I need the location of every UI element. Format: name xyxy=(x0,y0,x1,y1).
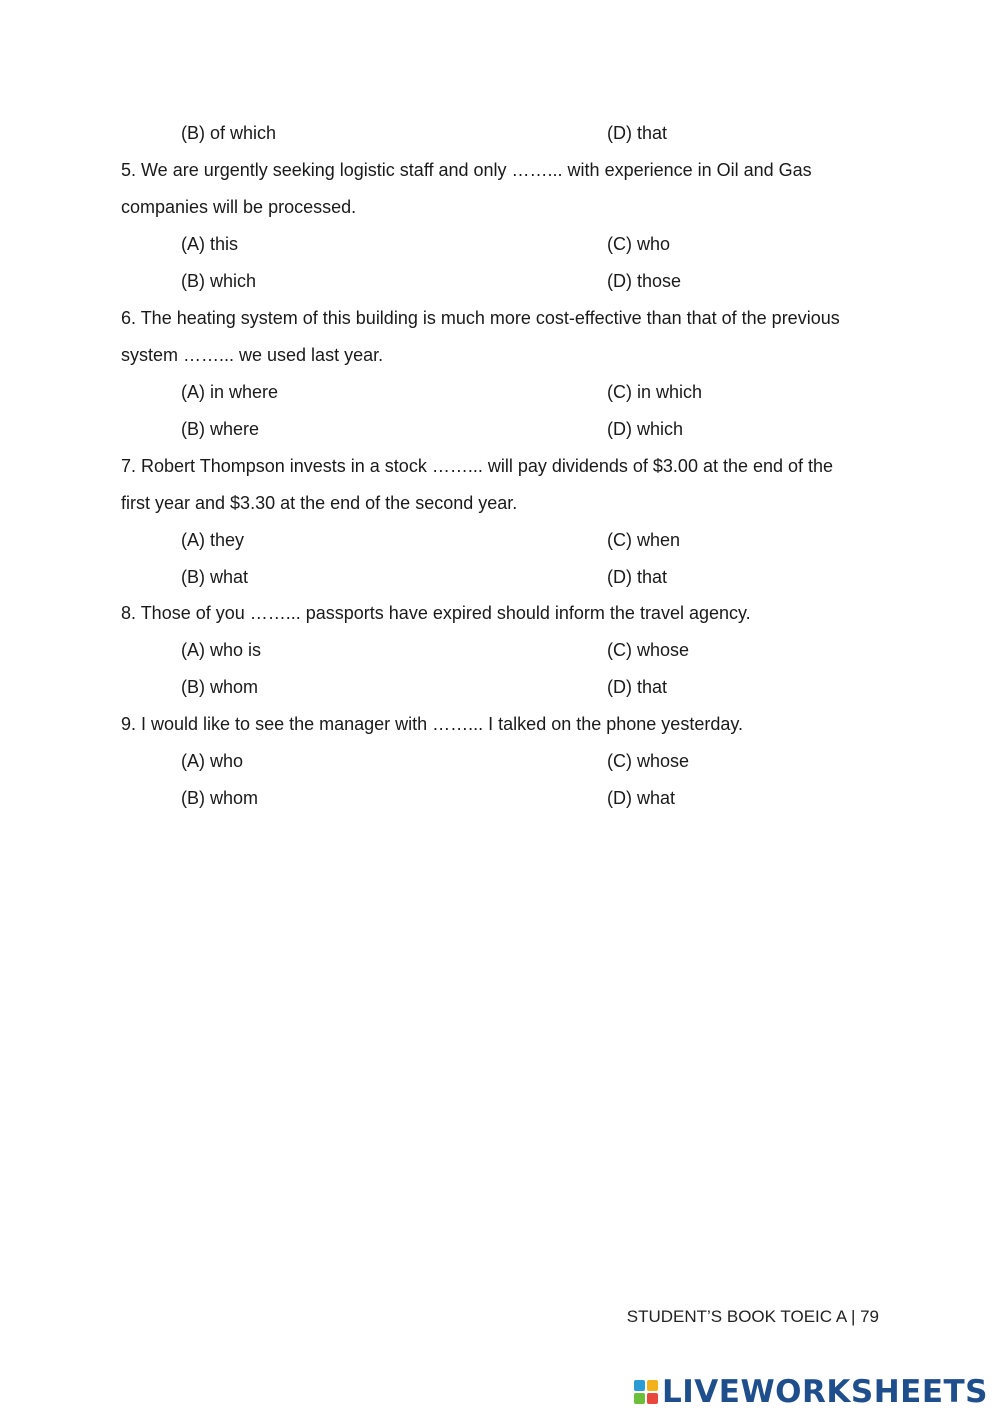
q4-option-b[interactable]: (B) of which xyxy=(181,123,277,143)
q5-option-b[interactable]: (B) which xyxy=(181,271,257,291)
q8-option-c[interactable]: (C) whose xyxy=(607,640,690,660)
logo-square-3 xyxy=(634,1393,645,1404)
q8-option-d[interactable]: (D) that xyxy=(607,677,668,697)
q6-question-line1: 6. The heating system of this building is much more cost-effective than that of the previous xyxy=(121,308,840,328)
q6-option-c[interactable]: (C) in which xyxy=(607,382,703,402)
q7-option-d[interactable]: (D) that xyxy=(607,567,668,587)
q8-option-a[interactable]: (A) who is xyxy=(181,640,262,660)
q9-option-b[interactable]: (B) whom xyxy=(181,788,259,808)
q7-option-a[interactable]: (A) they xyxy=(181,530,245,550)
q5-option-a[interactable]: (A) this xyxy=(181,234,239,254)
q5-question-line1: 5. We are urgently seeking logistic staff and only ……... with experience in Oil and Gas xyxy=(121,160,812,180)
q9-option-d[interactable]: (D) what xyxy=(607,788,676,808)
q4-option-d[interactable]: (D) that xyxy=(607,123,668,143)
q7-question-line2: first year and $3.30 at the end of the second year. xyxy=(121,493,518,513)
liveworksheets-logo xyxy=(634,1372,988,1412)
logo-grid-icon xyxy=(634,1380,658,1404)
logo-square-2 xyxy=(647,1380,658,1391)
logo-text: LIVEWORKSHEETS xyxy=(662,1374,988,1410)
q6-question-line2: system ……... we used last year. xyxy=(121,345,384,365)
q8-option-b[interactable]: (B) whom xyxy=(181,677,259,697)
q5-option-d[interactable]: (D) those xyxy=(607,271,682,291)
logo-square-4 xyxy=(647,1393,658,1404)
q7-question-line1: 7. Robert Thompson invests in a stock ……... will pay dividends of $3.00 at the end of the xyxy=(121,456,834,476)
q5-question-line2: companies will be processed. xyxy=(121,197,357,217)
q7-option-c[interactable]: (C) when xyxy=(607,530,681,550)
page-footer: STUDENT’S BOOK TOEIC A | 79 xyxy=(626,1307,879,1326)
q9-option-c[interactable]: (C) whose xyxy=(607,751,690,771)
logo-square-1 xyxy=(634,1380,645,1391)
q6-option-a[interactable]: (A) in where xyxy=(181,382,279,402)
q9-option-a[interactable]: (A) who xyxy=(181,751,244,771)
q6-option-d[interactable]: (D) which xyxy=(607,419,684,439)
q6-option-b[interactable]: (B) where xyxy=(181,419,260,439)
q7-option-b[interactable]: (B) what xyxy=(181,567,249,587)
q5-option-c[interactable]: (C) who xyxy=(607,234,671,254)
q8-question-line1: 8. Those of you ……... passports have expired should inform the travel agency. xyxy=(121,603,751,623)
q9-question-line1: 9. I would like to see the manager with ……... I talked on the phone yesterday. xyxy=(121,714,744,734)
